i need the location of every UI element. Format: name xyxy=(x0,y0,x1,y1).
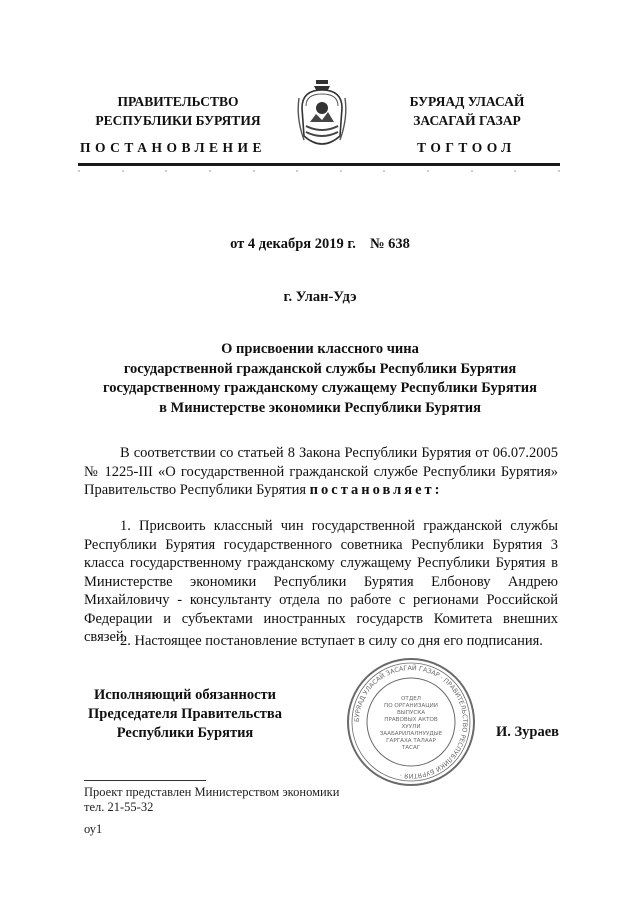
preamble-text: В соответствии со статьей 8 Закона Республики Бурятия от 06.07.2005 № 1225-III «О государственной гражданской службе Республики Бурятия» Правительство Республики Бурятия xyxy=(84,445,558,498)
document-date: от 4 декабря 2019 г. xyxy=(230,236,356,252)
header-dotted-line xyxy=(78,170,560,172)
seal-center-line: ОТДЕЛ xyxy=(401,696,421,702)
footer-prepared-by: Проект представлен Министерством экономики xyxy=(84,785,340,799)
seal-center-line: ХУУЛИ xyxy=(401,724,421,730)
title-line: О присвоении классного чина xyxy=(221,341,419,357)
government-name-buryat-line2: ЗАСАГАЙ ГАЗАР xyxy=(413,113,521,128)
item-2-paragraph: 2. Настоящее постановление вступает в силу со дня его подписания. xyxy=(120,633,543,649)
seal-center-line: ПРАВОВЫХ АКТОВ xyxy=(384,717,438,723)
document-date-line xyxy=(0,236,640,253)
footer-phone: тел. 21-55-32 xyxy=(84,800,154,814)
signatory-name: И. Зураев xyxy=(496,724,560,740)
header-left-block xyxy=(78,92,278,130)
header-divider xyxy=(78,163,560,166)
header-right-block xyxy=(372,92,562,130)
document-city: г. Улан-Удэ xyxy=(283,289,357,305)
seal-ring-text: БУРЯАД УЛАСАЙ ЗАСАГАЙ ГАЗАР · ПРАВИТЕЛЬСТВО РЕСПУБЛИКИ БУРЯТИЯ · xyxy=(352,663,470,781)
doc-type-russian: ПОСТАНОВЛЕНИЕ xyxy=(80,140,267,155)
government-name-line2: РЕСПУБЛИКИ БУРЯТИЯ xyxy=(95,113,261,128)
title-line: в Министерстве экономики Республики Бурятия xyxy=(159,399,481,416)
signatory-title-line: Исполняющий обязанности xyxy=(93,687,277,703)
official-seal-icon xyxy=(345,656,477,788)
seal-center-line: ВЫПУСКА xyxy=(396,710,426,716)
title-line: государственному гражданскому служащему Республики Бурятия xyxy=(102,380,537,396)
document-title xyxy=(78,340,562,418)
preamble-paragraph xyxy=(84,444,558,500)
government-name-buryat-line1: БУРЯАД УЛАСАЙ xyxy=(409,94,525,109)
government-name-line1: ПРАВИТЕЛЬСТВО xyxy=(117,94,239,109)
footer-code: оу1 xyxy=(84,822,103,836)
resolves-word: постановляет: xyxy=(309,482,443,498)
title-line: государственной гражданской службы Республики Бурятия xyxy=(123,360,517,377)
signatory-title-line: Республики Бурятия xyxy=(116,725,254,741)
seal-center-line: ПО ОРГАНИЗАЦИИ xyxy=(384,703,438,709)
item-1-paragraph: 1. Присвоить классный чин государственной гражданской службы Республики Бурятия государственного советника Республики Бурятия 3 класса государственному гражданскому служащему Республики Бурятия в Министерстве экономики Республики Бурятия Елбонову Андрею Михайловичу - консультанту отдела по работе с регионами Российской Федерации и субъектами иностранных государств Комитета внешних связей. xyxy=(84,518,558,645)
footer-divider xyxy=(84,780,206,781)
signatory-title xyxy=(80,686,290,743)
signatory-title-line: Председателя Правительства xyxy=(88,706,282,722)
document-number: № 638 xyxy=(369,236,410,252)
doc-type-buryat: ТОГТООЛ xyxy=(417,140,516,155)
seal-center-line: ГАРГАХА ТАЛААР xyxy=(386,738,436,744)
seal-center-line: ЗААБАРИЛАЛНУУДЫЕ xyxy=(379,731,443,737)
seal-center-line: ТАСАГ xyxy=(401,745,421,751)
buryatia-coat-of-arms-icon xyxy=(296,78,348,154)
